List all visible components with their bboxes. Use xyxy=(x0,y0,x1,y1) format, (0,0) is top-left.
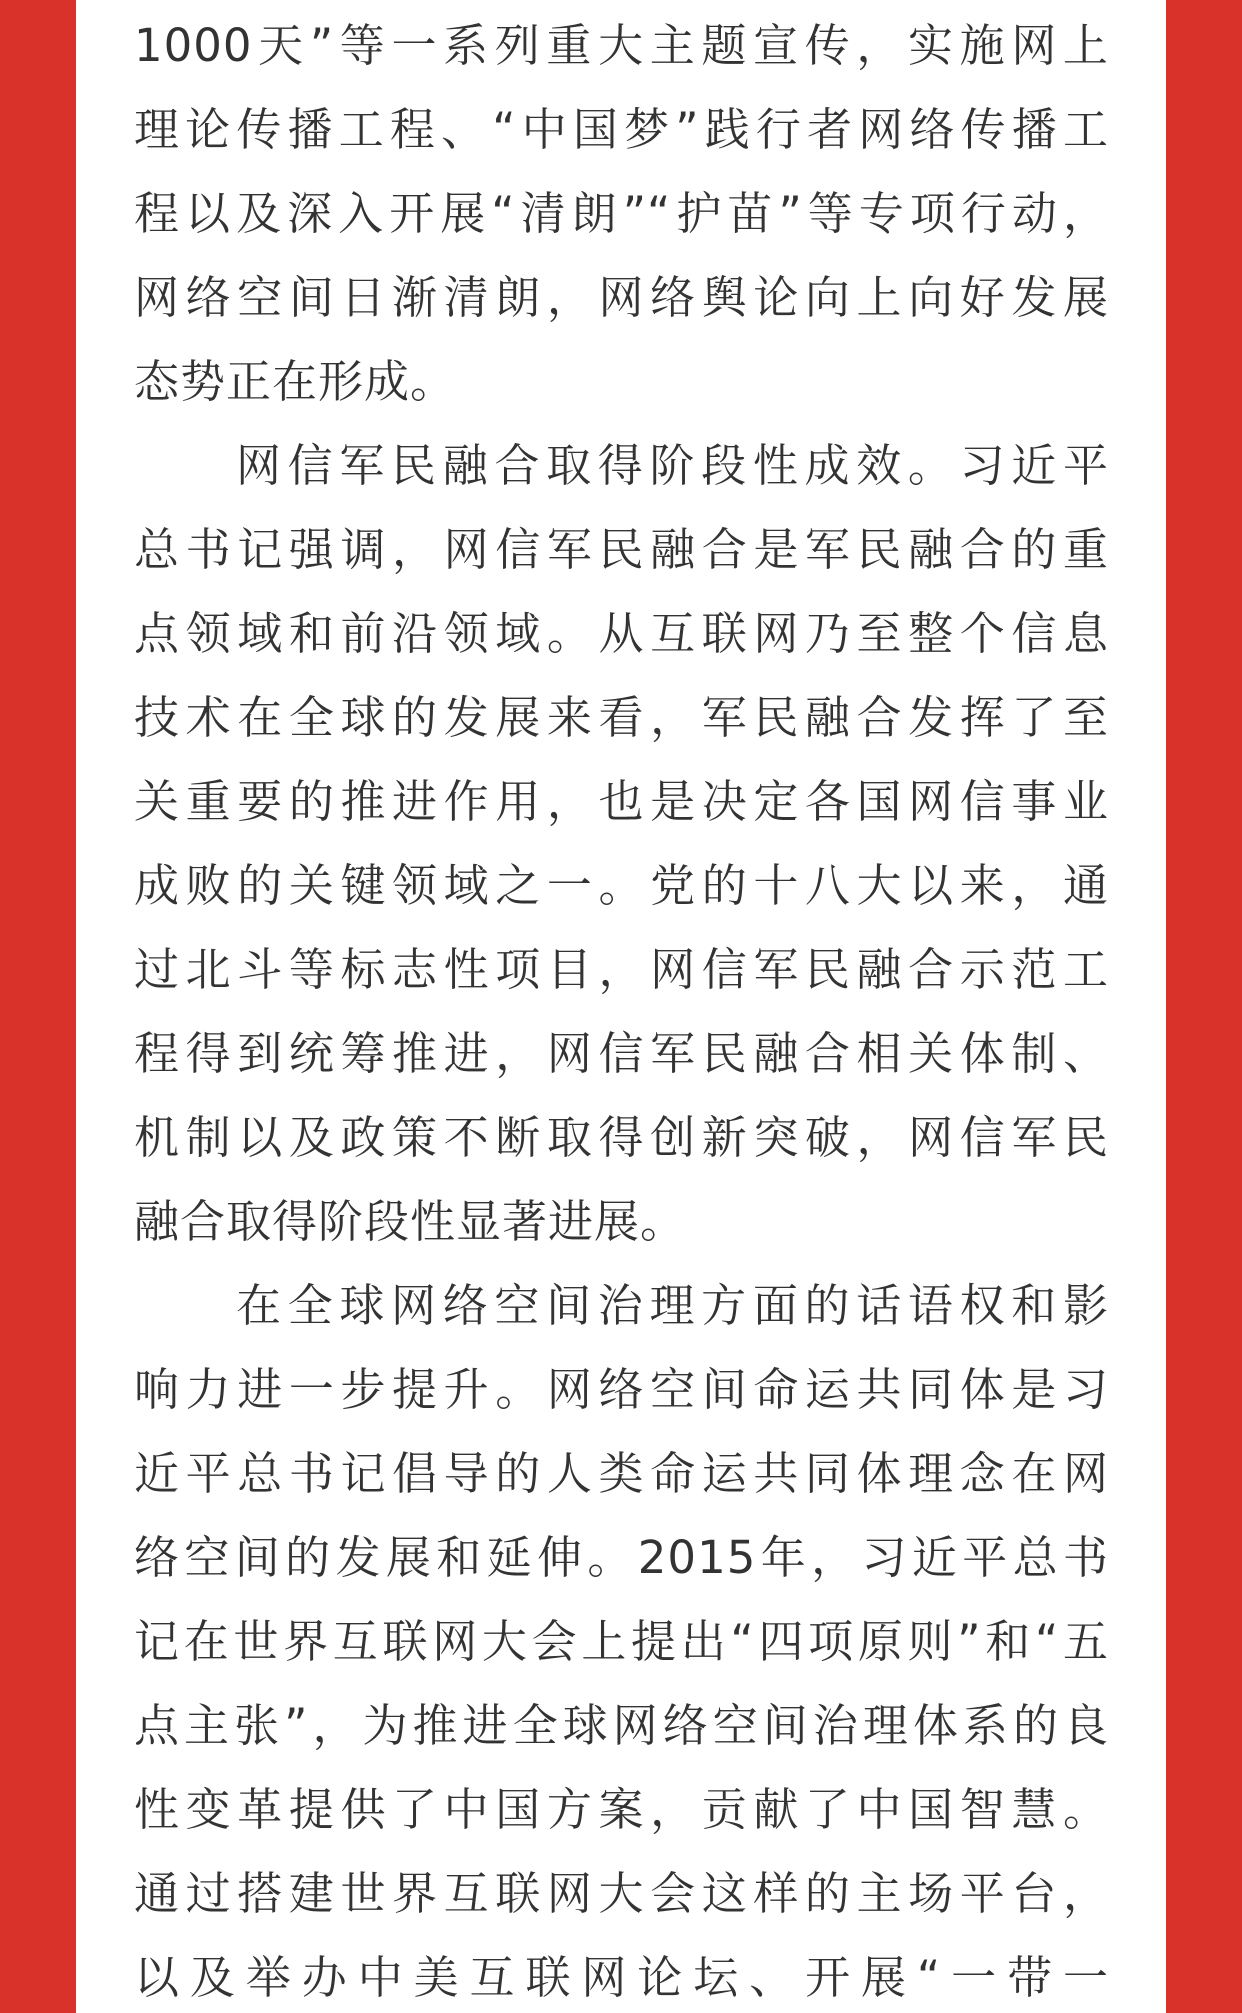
text-line: 近平总书记倡导的人类命运共同体理念在网 xyxy=(134,1447,1109,1500)
article-body[interactable] xyxy=(134,4,1109,2013)
text-line: 程得到统筹推进，网信军民融合相关体制、 xyxy=(134,1027,1109,1080)
right-red-border xyxy=(1166,0,1242,2013)
text-line: 总书记强调，网信军民融合是军民融合的重 xyxy=(134,523,1109,576)
text-line: 响力进一步提升。网络空间命运共同体是习 xyxy=(134,1363,1109,1416)
text-line: 理论传播工程、“中国梦”践行者网络传播工 xyxy=(134,103,1109,156)
text-line: 成败的关键领域之一。党的十八大以来，通 xyxy=(134,859,1109,912)
text-line: 网络空间日渐清朗，网络舆论向上向好发展 xyxy=(134,271,1109,324)
text-line: 络空间的发展和延伸。2015年，习近平总书 xyxy=(134,1531,1109,1584)
paragraph-heading-line: 网信军民融合取得阶段性成效。习近平 xyxy=(236,439,1109,492)
left-red-border xyxy=(0,0,76,2013)
paragraph-heading-line: 在全球网络空间治理方面的话语权和影 xyxy=(236,1279,1109,1332)
text-line: 技术在全球的发展来看，军民融合发挥了至 xyxy=(134,691,1109,744)
text-line: 关重要的推进作用，也是决定各国网信事业 xyxy=(134,775,1109,828)
text-line: 1000天”等一系列重大主题宣传，实施网上 xyxy=(134,19,1109,72)
text-line: 点领域和前沿领域。从互联网乃至整个信息 xyxy=(134,607,1109,660)
text-line: 态势正在形成。 xyxy=(134,355,457,408)
text-line: 性变革提供了中国方案，贡献了中国智慧。 xyxy=(134,1783,1109,1836)
text-line: 融合取得阶段性显著进展。 xyxy=(134,1195,687,1248)
text-line: 机制以及政策不断取得创新突破，网信军民 xyxy=(134,1111,1109,1164)
text-line: 点主张”，为推进全球网络空间治理体系的良 xyxy=(134,1699,1109,1752)
text-line: 程以及深入开展“清朗”“护苗”等专项行动， xyxy=(134,187,1109,240)
text-line: 以及举办中美互联网论坛、开展“一带一 xyxy=(134,1951,1109,2004)
text-line: 通过搭建世界互联网大会这样的主场平台， xyxy=(134,1867,1109,1920)
text-line: 记在世界互联网大会上提出“四项原则”和“五 xyxy=(134,1615,1109,1668)
text-line: 过北斗等标志性项目，网信军民融合示范工 xyxy=(134,943,1109,996)
